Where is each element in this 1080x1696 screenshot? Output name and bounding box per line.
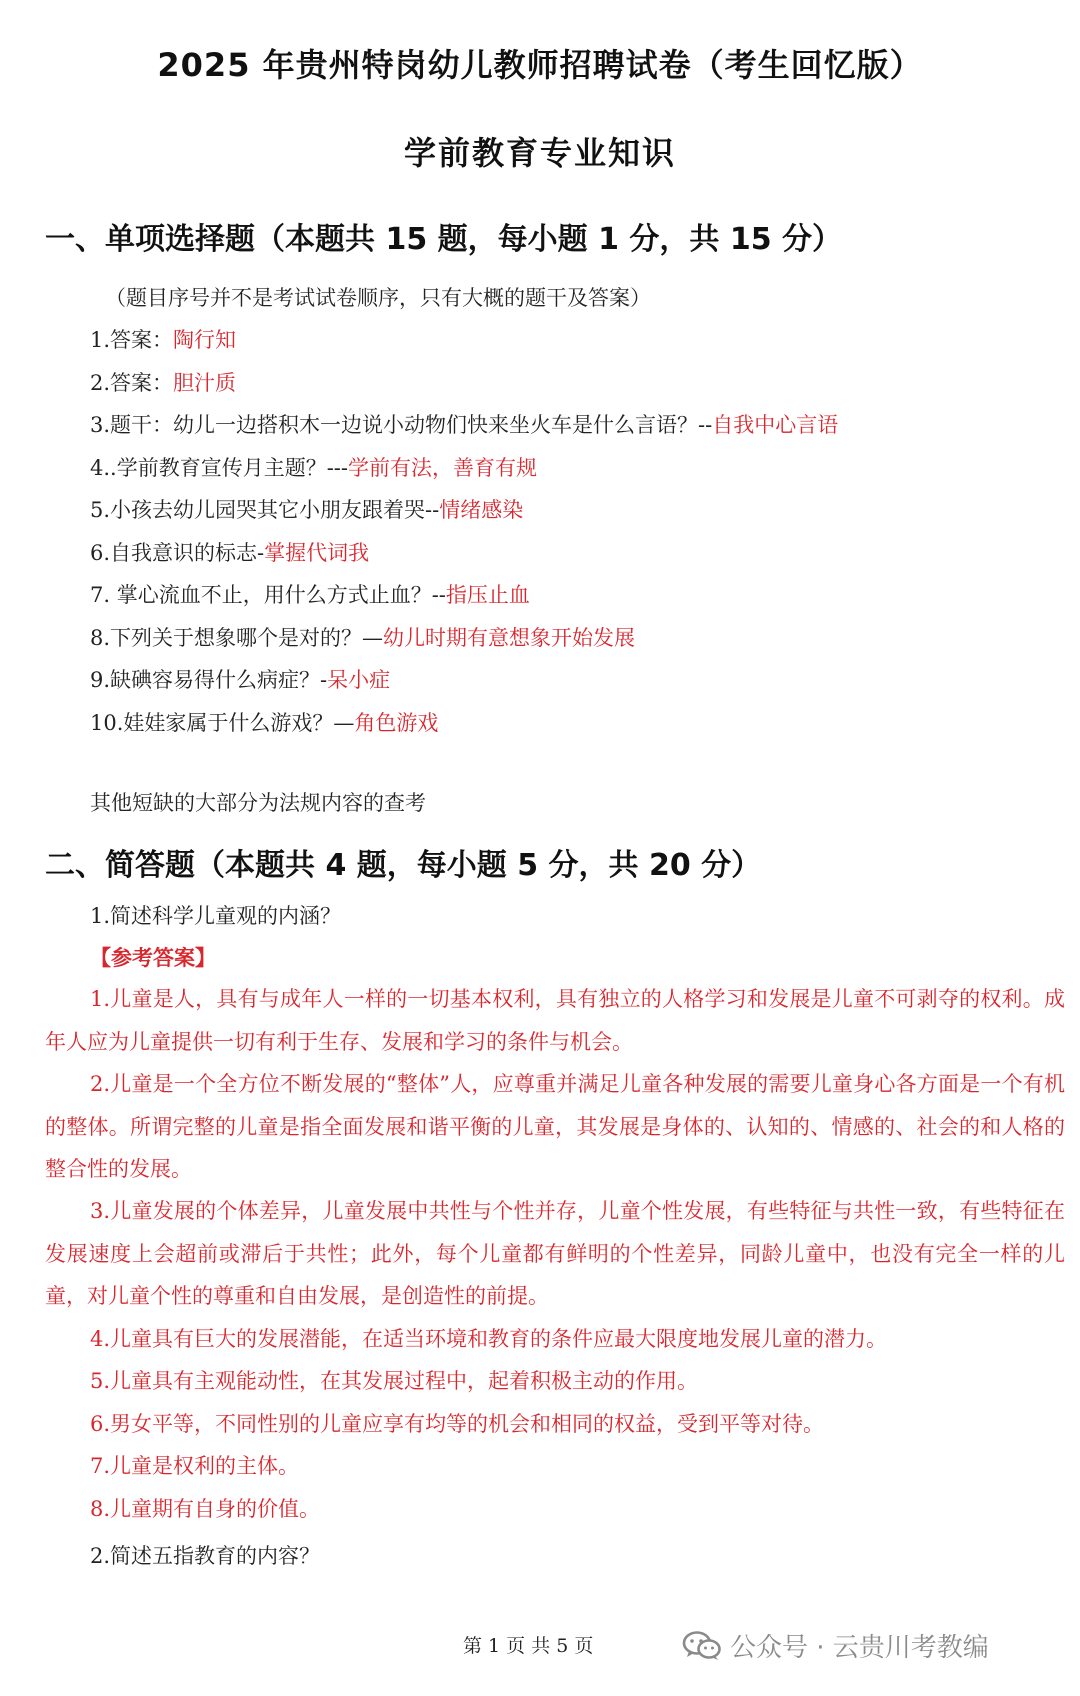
question-item [90, 664, 390, 694]
question-text: 6.自我意识的标志- [90, 541, 265, 565]
watermark [682, 1627, 989, 1664]
question-text: 9.缺碘容易得什么病症？- [90, 668, 328, 692]
question-text: 2.答案： [90, 371, 174, 395]
question-item [90, 707, 438, 737]
question-item [90, 324, 236, 354]
question-text: 7. 掌心流血不止，用什么方式止血？-- [90, 583, 446, 607]
question-item [90, 494, 523, 524]
question-text: 8.下列关于想象哪个是对的？— [90, 626, 384, 650]
answer-text: 指压止血 [445, 583, 530, 607]
answer-text: 学前有法，善育有规 [348, 456, 537, 480]
short-question: 2.简述五指教育的内容？ [90, 1544, 321, 1568]
answer-text: 胆汁质 [173, 371, 237, 395]
answer-text: 陶行知 [173, 328, 237, 352]
answer-paragraph: 2.儿童是一个全方位不断发展的“整体”人，应尊重并满足儿童各种发展的需要儿童身心各方面是一个有机的整体。所谓完整的儿童是指全面发展和谐平衡的儿童，其发展是身体的、认知的、情感的、社会的和人格的整合性的发展。 [45, 1072, 1065, 1181]
answer-text: 情绪感染 [439, 498, 524, 522]
short-question: 1.简述科学儿童观的内涵？ [90, 904, 342, 928]
question-text: 1.答案： [90, 328, 174, 352]
answer-paragraph: 4.儿童具有巨大的发展潜能，在适当环境和教育的条件应最大限度地发展儿童的潜力。 [90, 1327, 888, 1351]
question-item [90, 579, 530, 609]
answer-text: 掌握代词我 [264, 541, 370, 565]
reference-answer-label: 【参考答案】 [90, 945, 216, 970]
question-item [90, 409, 838, 439]
question-item [90, 537, 369, 567]
page-number: 第 1 页 共 5 页 [463, 1635, 594, 1657]
watermark-text: 公众号 · 云贵川考教编 [730, 1633, 989, 1663]
page-title: 2025 年贵州特岗幼儿教师招聘试卷（考生回忆版） [157, 46, 923, 84]
answer-text: 自我中心言语 [712, 413, 839, 437]
answer-paragraph: 5.儿童具有主观能动性，在其发展过程中，起着积极主动的作用。 [90, 1369, 699, 1393]
question-text: 10.娃娃家属于什么游戏？— [90, 711, 355, 735]
answer-paragraph: 6.男女平等，不同性别的儿童应享有均等的机会和相同的权益，受到平等对待。 [90, 1412, 825, 1436]
question-text: 3.题干：幼儿一边搭积木一边说小动物们快来坐火车是什么言语？-- [90, 413, 713, 437]
section-heading-short-answer: 二、简答题（本题共 4 题，每小题 5 分，共 20 分） [45, 848, 762, 883]
page-subtitle: 学前教育专业知识 [403, 134, 676, 172]
question-item [90, 367, 236, 397]
other-note: 其他短缺的大部分为法规内容的查考 [90, 791, 426, 815]
answer-text: 幼儿时期有意想象开始发展 [383, 626, 636, 650]
answer-paragraph: 3.儿童发展的个体差异，儿童发展中共性与个性并存，儿童个性发展，有些特征与共性一致，有些特征在发展速度上会超前或滞后于共性；此外，每个儿童都有鲜明的个性差异，同龄儿童中，也没有完全一样的儿童，对儿童个性的尊重和自由发展，是创造性的前提。 [45, 1199, 1065, 1308]
answer-paragraph: 8.儿童期有自身的价值。 [90, 1497, 321, 1521]
question-text: 4..学前教育宣传月主题？--- [90, 456, 348, 480]
section-heading-choice: 一、单项选择题（本题共 15 题，每小题 1 分，共 15 分） [45, 222, 843, 257]
section-note: （题目序号并不是考试试卷顺序，只有大概的题干及答案） [105, 286, 651, 310]
answer-paragraph: 1.儿童是人，具有与成年人一样的一切基本权利，具有独立的人格学习和发展是儿童不可剥夺的权利。成年人应为儿童提供一切有利于生存、发展和学习的条件与机会。 [45, 987, 1065, 1054]
question-text: 5.小孩去幼儿园哭其它小朋友跟着哭-- [90, 498, 440, 522]
wechat-icon [682, 1630, 722, 1662]
answer-text: 呆小症 [327, 668, 391, 692]
question-item [90, 452, 537, 482]
page-footer [0, 1631, 1080, 1661]
answer-text: 角色游戏 [354, 711, 439, 735]
question-item [90, 622, 635, 652]
answer-paragraph: 7.儿童是权利的主体。 [90, 1454, 300, 1478]
